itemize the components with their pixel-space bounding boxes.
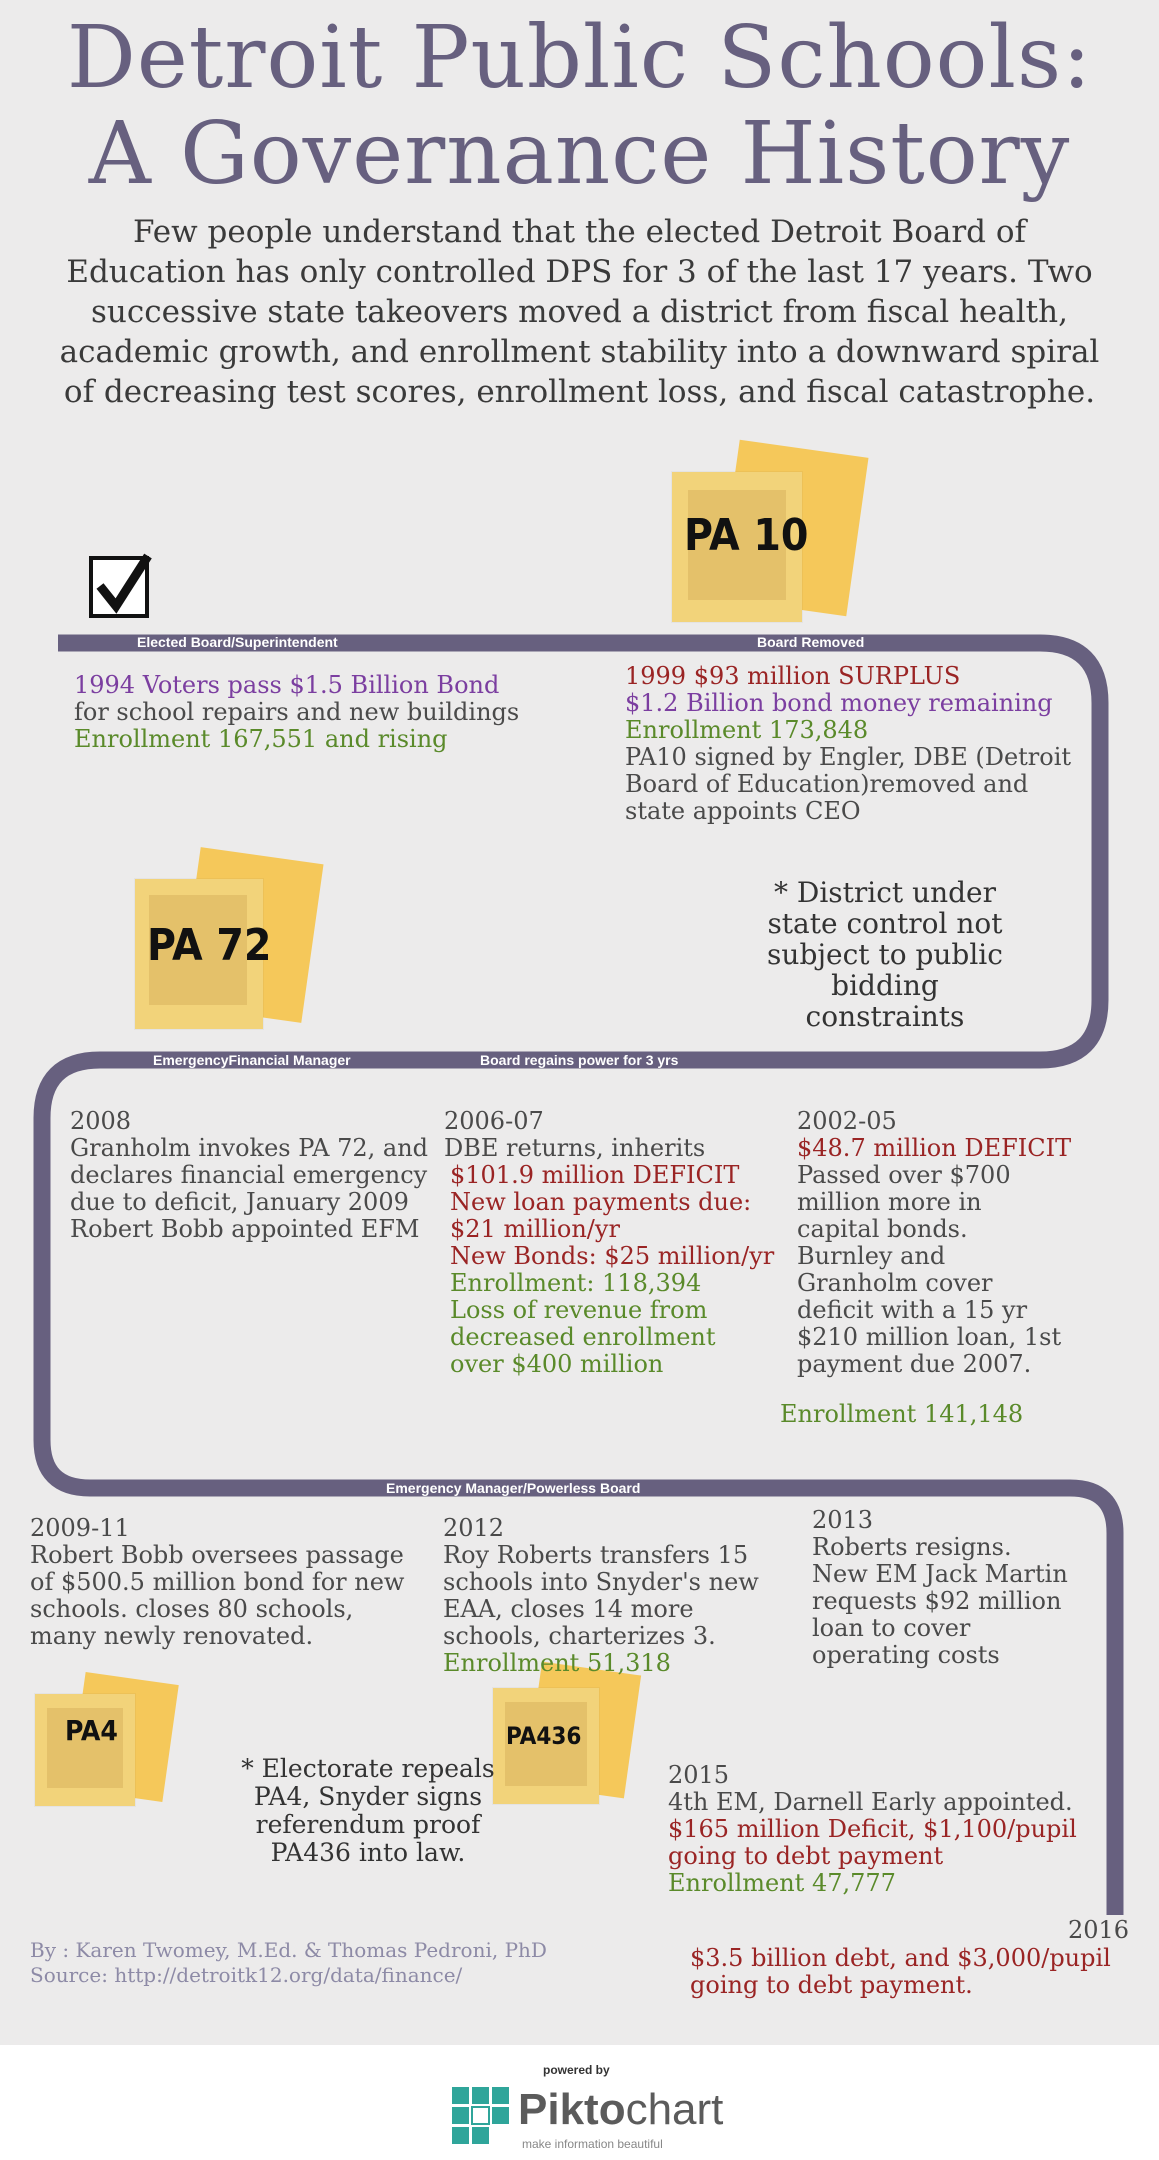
note-line: * District under (773, 876, 997, 909)
pa72-document-icon (135, 855, 325, 1035)
event-line: Enrollment 51,318 (443, 1649, 671, 1677)
note-line: * Electorate repeals (241, 1754, 495, 1783)
event-line: Burnley and (797, 1242, 946, 1270)
event-1999 (625, 663, 1071, 825)
event-line: requests $92 million (812, 1587, 1062, 1615)
label-emergency-manager: Emergency Manager/Powerless Board (386, 1480, 641, 1496)
event-year: 2009-11 (30, 1514, 130, 1542)
label-board-regains: Board regains power for 3 yrs (480, 1052, 679, 1068)
byline (30, 1938, 547, 1988)
note-pa4-repeal (228, 1755, 508, 1867)
event-line: loan to cover (812, 1614, 971, 1642)
event-1994 (74, 672, 519, 753)
event-line: $165 million Deficit, $1,100/pupil (668, 1815, 1077, 1843)
event-2009-11 (30, 1515, 404, 1650)
event-line: 1994 Voters pass $1.5 Billion Bond (74, 671, 500, 699)
intro-line: Education has only controlled DPS for 3 of the last 17 years. Two (66, 254, 1093, 290)
byline-authors: By : Karen Twomey, M.Ed. & Thomas Pedroni, PhD (30, 1938, 547, 1962)
title-line-2: A Governance History (88, 104, 1071, 204)
checkbox-checked-icon (88, 552, 154, 622)
intro-line: academic growth, and enrollment stability into a downward spiral (59, 334, 1100, 370)
event-line: for school repairs and new buildings (74, 698, 520, 726)
note-line: PA436 into law. (270, 1838, 466, 1867)
event-line: Robert Bobb oversees passage (30, 1541, 404, 1569)
event-line: state appoints CEO (625, 797, 861, 825)
intro-line: successive state takeovers moved a district from fiscal health, (91, 294, 1068, 330)
note-line: PA4, Snyder signs (253, 1782, 483, 1811)
event-line: Passed over $700 (797, 1161, 1011, 1189)
pa72-label: PA 72 (147, 920, 272, 971)
event-2016 (690, 1945, 1111, 1999)
event-line: New EM Jack Martin (812, 1560, 1068, 1588)
pa436-document-icon (493, 1668, 643, 1808)
event-line: PA10 signed by Engler, DBE (Detroit (625, 743, 1072, 771)
event-line: of $500.5 million bond for new (30, 1568, 405, 1596)
event-line: million more in (797, 1188, 982, 1216)
event-line: Granholm cover (797, 1269, 993, 1297)
event-line: $21 million/yr (450, 1215, 620, 1243)
event-line: Loss of revenue from (450, 1296, 708, 1324)
intro-line: of decreasing test scores, enrollment loss, and fiscal catastrophe. (63, 374, 1096, 410)
event-line: $48.7 million DEFICIT (797, 1134, 1072, 1162)
event-line: over $400 million (450, 1350, 664, 1378)
event-line: Enrollment 167,551 and rising (74, 725, 448, 753)
event-2008 (70, 1108, 428, 1243)
event-line: DBE returns, inherits (444, 1134, 706, 1162)
note-line: state control not (767, 907, 1003, 940)
event-line: going to debt payment (668, 1842, 944, 1870)
byline-source: Source: http://detroitk12.org/data/finance/ (30, 1963, 463, 1987)
event-line: schools into Snyder's new (443, 1568, 759, 1596)
event-2015 (668, 1762, 1077, 1897)
event-line: $3.5 billion debt, and $3,000/pupil (690, 1944, 1111, 1972)
title-line-1: Detroit Public Schools: (66, 8, 1093, 108)
event-line: Robert Bobb appointed EFM (70, 1215, 420, 1243)
event-line: New Bonds: $25 million/yr (450, 1242, 775, 1270)
piktochart-tagline: make information beautiful (522, 2137, 663, 2151)
pa436-label: PA436 (506, 1722, 582, 1750)
event-year: 2008 (70, 1107, 132, 1135)
event-line: $210 million loan, 1st (797, 1323, 1062, 1351)
label-board-removed: Board Removed (757, 634, 865, 650)
event-line: 4th EM, Darnell Early appointed. (668, 1788, 1073, 1816)
event-line: $101.9 million DEFICIT (450, 1161, 740, 1189)
event-2012 (443, 1515, 759, 1677)
event-2002-05 (797, 1108, 1071, 1378)
event-2016-year: 2016 (1068, 1916, 1130, 1944)
note-line: constraints (805, 1000, 965, 1033)
event-line: due to deficit, January 2009 (70, 1188, 409, 1216)
event-line: payment due 2007. (797, 1350, 1032, 1378)
event-line: Board of Education)removed and (625, 770, 1029, 798)
event-line: going to debt payment. (690, 1971, 973, 1999)
event-line: Enrollment 47,777 (668, 1869, 896, 1897)
event-line: Granholm invokes PA 72, and (70, 1134, 429, 1162)
note-line: bidding (831, 969, 939, 1002)
event-line: Enrollment 173,848 (625, 716, 869, 744)
label-elected-board: Elected Board/Superintendent (137, 634, 338, 650)
event-line: capital bonds. (797, 1215, 968, 1243)
event-year: 2015 (668, 1761, 730, 1789)
brand-part: chart (625, 2085, 724, 2134)
event-line: EAA, closes 14 more (443, 1595, 694, 1623)
note-line: subject to public (767, 938, 1003, 971)
pa10-document-icon (672, 448, 864, 626)
pa10-label: PA 10 (684, 510, 809, 561)
event-line: Roberts resigns. (812, 1533, 1012, 1561)
event-line: New loan payments due: (450, 1188, 752, 1216)
event-2013 (812, 1507, 1068, 1669)
event-line: declares financial emergency (70, 1161, 428, 1189)
event-line: Roy Roberts transfers 15 (443, 1541, 749, 1569)
piktochart-logo-icon (452, 2085, 510, 2145)
intro-line: Few people understand that the elected Detroit Board of (132, 214, 1027, 250)
enrollment-2002-05: Enrollment 141,148 (780, 1400, 1024, 1428)
event-year: 2012 (443, 1514, 505, 1542)
event-line: Enrollment: 118,394 (450, 1269, 702, 1297)
brand-part: Pikto (518, 2085, 626, 2134)
powered-by-text: powered by (543, 2063, 610, 2077)
event-line: schools. closes 80 schools, (30, 1595, 354, 1623)
note-state-control (735, 877, 1035, 1032)
event-year: 2002-05 (797, 1107, 897, 1135)
event-line: $1.2 Billion bond money remaining (625, 689, 1053, 717)
event-line: 1999 $93 million SURPLUS (625, 662, 961, 690)
pa4-document-icon (35, 1678, 180, 1808)
note-line: referendum proof (255, 1810, 481, 1839)
footer (0, 2045, 1159, 2160)
event-line: operating costs (812, 1641, 1000, 1669)
event-line: many newly renovated. (30, 1622, 314, 1650)
label-emergency-financial-manager: EmergencyFinancial Manager (153, 1052, 351, 1068)
pa4-label: PA4 (65, 1714, 118, 1747)
event-2006-07 (444, 1108, 774, 1378)
event-line: decreased enrollment (450, 1323, 716, 1351)
piktochart-brand (518, 2085, 723, 2135)
event-line: schools, charterizes 3. (443, 1622, 716, 1650)
event-line: deficit with a 15 yr (797, 1296, 1028, 1324)
event-year: 2006-07 (444, 1107, 544, 1135)
event-year: 2013 (812, 1506, 874, 1534)
